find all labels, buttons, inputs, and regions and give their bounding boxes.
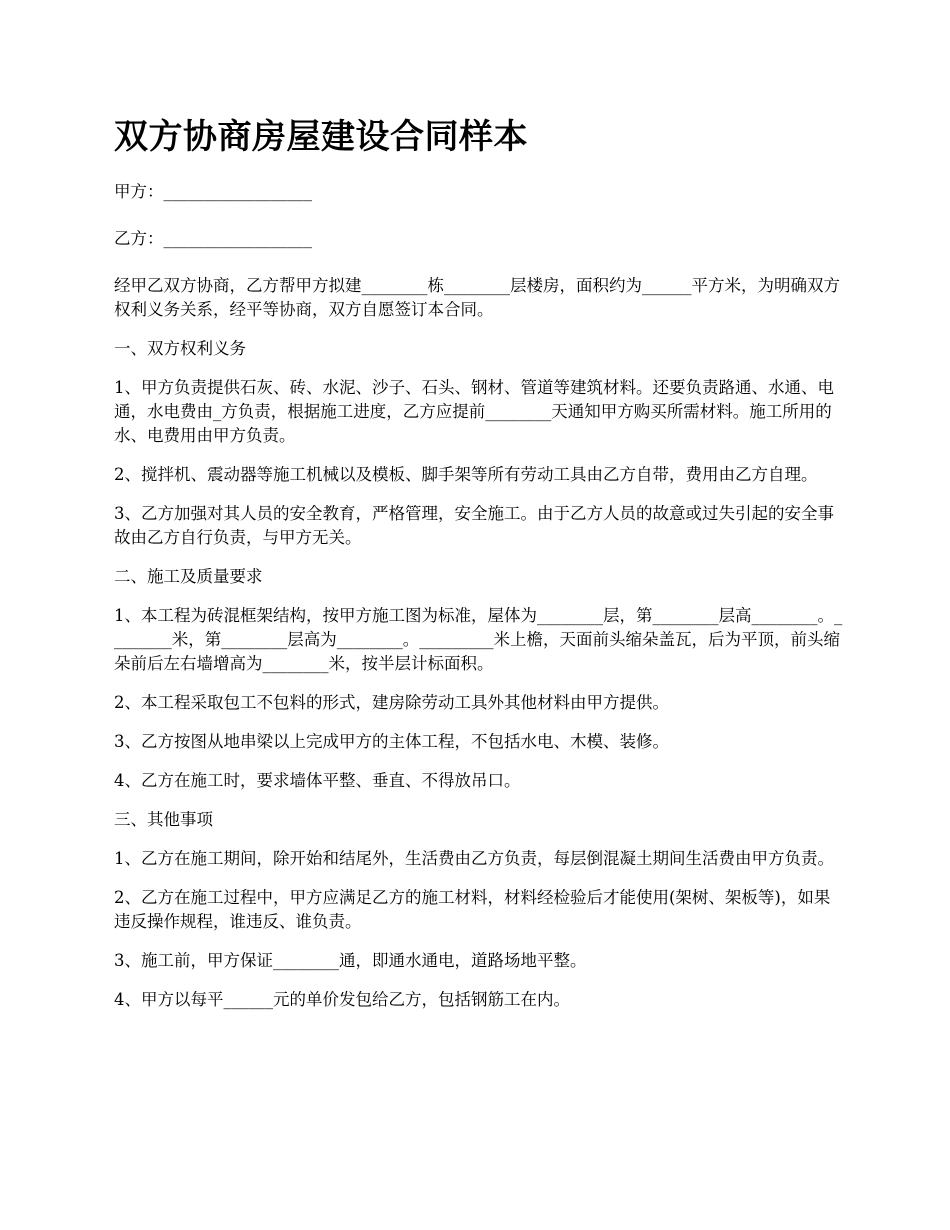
- clause-paragraph: 3、乙方按图从地串梁以上完成甲方的主体工程，不包括水电、木模、装修。: [114, 732, 669, 751]
- clause-paragraph: 2、乙方在施工过程中，甲方应满足乙方的施工材料，材料经检验后才能使用(架树、架板等)，如果违反操作规程，谁违反、谁负责。: [114, 888, 831, 931]
- clause-paragraph: 1、乙方在施工期间，除开始和结尾外，生活费由乙方负责，每层倒混凝土期间生活费由甲方负责。: [114, 849, 834, 868]
- section-heading: 二、施工及质量要求: [114, 567, 263, 586]
- section-heading: 三、其他事项: [114, 810, 213, 829]
- clause-paragraph: 2、本工程采取包工不包料的形式，建房除劳动工具外其他材料由甲方提供。: [114, 693, 669, 712]
- contract-document: [114, 112, 844, 1027]
- section-heading: 一、双方权利义务: [114, 339, 246, 358]
- clause-paragraph: 3、施工前，甲方保证________通，即通水通电，道路场地平整。: [114, 951, 587, 970]
- page-title: 双方协商房屋建设合同样本: [114, 117, 528, 157]
- clause-paragraph: 1、本工程为砖混框架结构，按甲方施工图为标准，屋体为________层，第________层高________。________米，第________层高为________。_________米上檐，天面前头缩朵盖瓦，后为平顶，前头缩朵前后左右墙增高为________米，按半层计标面积。: [114, 606, 843, 673]
- intro-paragraph: 经甲乙双方协商，乙方帮甲方拟建________栋________层楼房，面积约为______平方米，为明确双方权利义务关系，经平等协商，双方自愿签订本合同。: [114, 276, 840, 319]
- clause-paragraph: 2、搅拌机、震动器等施工机械以及模板、脚手架等所有劳动工具由乙方自带，费用由乙方自理。: [114, 465, 818, 484]
- party-a-line: 甲方：__________________: [114, 182, 312, 201]
- clause-paragraph: 4、乙方在施工时，要求墙体平整、垂直、不得放吊口。: [114, 771, 521, 790]
- clause-paragraph: 1、甲方负责提供石灰、砖、水泥、沙子、石头、钢材、管道等建筑材料。还要负责路通、水通、电通，水电费由_方负责，根据施工进度，乙方应提前________天通知甲方购买所需材料。施工所用的水、电费用由甲方负责。: [114, 378, 834, 445]
- clause-paragraph: 3、乙方加强对其人员的安全教育，严格管理，安全施工。由于乙方人员的故意或过失引起的安全事故由乙方自行负责，与甲方无关。: [114, 504, 834, 547]
- party-b-line: 乙方：__________________: [114, 229, 312, 248]
- clause-paragraph: 4、甲方以每平______元的单价发包给乙方，包括钢筋工在内。: [114, 990, 570, 1009]
